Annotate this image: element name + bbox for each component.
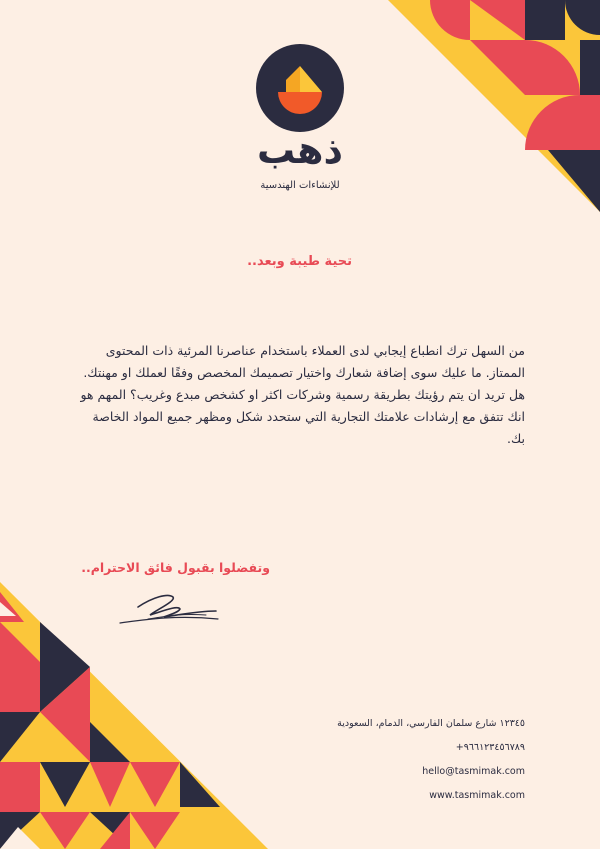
contact-phone: +٩٦٦١٢٣٤٥٦٧٨٩: [455, 742, 525, 753]
letter-greeting: تحية طيبة وبعد..: [247, 254, 352, 269]
brand-name: ذهب: [256, 128, 344, 172]
letter-body: من السهل ترك انطباع إيجابي لدى العملاء باستخدام عناصرنا المرئية ذات المحتوى الممتاز. ما عليك سوى إضافة شعارك واختيار تصميمك المخصص وفقًا لعملك او مهنتك. هل تريد ان يتم رؤيتك بطريقة رسمية وشركات اكثر او كشخص مبدع وغريب؟ المهم هو انك تتفق مع إرشادات علامتك التجارية التي ستحدد شكل ومظهر جميع المواد الخاصة بك.: [80, 343, 525, 446]
brand-tagline: للإنشاءات الهندسية: [260, 180, 340, 191]
letter-closing: وتفضلوا بقبول فائق الاحترام..: [81, 560, 270, 575]
contact-email[interactable]: hello@tasmimak.com: [422, 766, 525, 777]
signature-image: [118, 585, 222, 631]
contact-block: [337, 712, 525, 808]
contact-address: ١٢٣٤٥ شارع سلمان الفارسي، الدمام، السعودية: [337, 718, 525, 729]
contact-website[interactable]: www.tasmimak.com: [429, 790, 525, 801]
brand-logo: [256, 44, 344, 132]
